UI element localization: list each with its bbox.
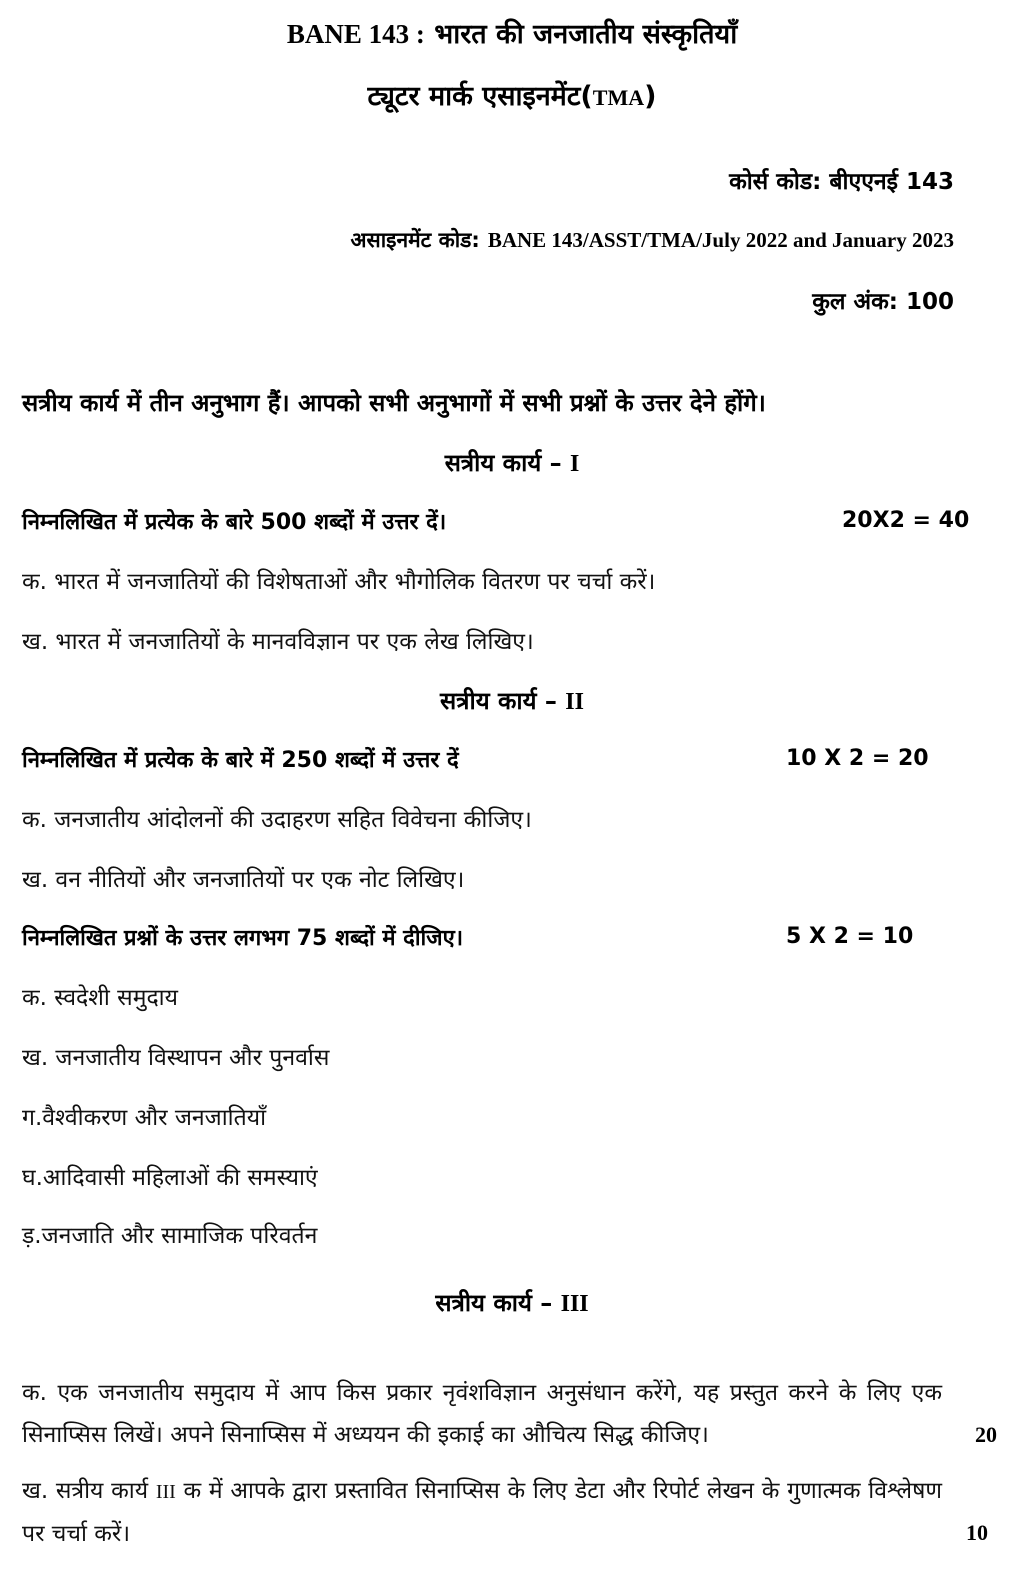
instructions: सत्रीय कार्य में तीन अनुभाग हैं। आपको सभी अनुभागों में सभी प्रश्नों के उत्तर देने होंगे।: [22, 389, 766, 417]
section-3-question-1: क. एक जनजातीय समुदाय में आप किस प्रकार नृवंशविज्ञान अनुसंधान करेंगे, यह प्रस्तुत करने के लिए एक सिनाप्सिस लिखें। अपने सिनाप्सिस में अध्ययन की इकाई का औचित्य सिद्ध कीजिए।: [22, 1380, 942, 1448]
assignment-close: ): [644, 81, 657, 112]
assignment-type: [0, 76, 1024, 113]
section-3-question-2-label: ख. सत्रीय कार्य: [22, 1478, 149, 1504]
section-2-item-2: क. स्वदेशी समुदाय: [22, 985, 178, 1011]
section-3-heading-prefix: सत्रीय कार्य –: [435, 1289, 553, 1317]
section-1-marks: 20X2 = 40: [842, 508, 970, 533]
course-code-value: बीएएनई 143: [829, 169, 954, 195]
course-code-line: [729, 164, 954, 196]
section-1-item: क. भारत में जनजातियों की विशेषताओं और भौगोलिक वितरण पर चर्चा करें।: [22, 569, 656, 595]
total-marks-label: कुल अंक:: [812, 289, 898, 315]
section-2-item: क. जनजातीय आंदोलनों की उदाहरण सहित विवेचना कीजिए।: [22, 807, 532, 833]
course-code-label: कोर्स कोड:: [729, 169, 822, 195]
assignment-abbr: TMA: [592, 85, 645, 110]
assignment-type-label: ट्यूटर मार्क एसाइनमेंट(: [367, 81, 593, 112]
course-title-hindi: भारत की जनजातीय संस्कृतियाँ: [434, 19, 738, 50]
section-2-item-2: ख. जनजातीय विस्थापन और पुनर्वास: [22, 1045, 330, 1071]
assignment-code-line: [350, 226, 954, 254]
section-2-item: ख. वन नीतियों और जनजातियों पर एक नोट लिखिए।: [22, 867, 465, 893]
section-2-marks: 10 X 2 = 20: [786, 746, 929, 771]
section-3-question-2-text: क में आपके द्वारा प्रस्तावित सिनाप्सिस के लिए डेटा और रिपोर्ट लेखन के गुणात्मक विश्लेषण पर चर्चा करें।: [22, 1478, 943, 1547]
section-2-item-2: ग.वैश्वीकरण और जनजातियाँ: [22, 1105, 267, 1131]
section-2-item-2: घ.आदिवासी महिलाओं की समस्याएं: [22, 1165, 318, 1191]
section-1-heading: [0, 446, 1024, 479]
section-3-question-2: [22, 1470, 942, 1555]
section-1-question-prompt: निम्नलिखित में प्रत्येक के बारे 500 शब्दों में उत्तर दें।: [22, 510, 447, 535]
course-title: [0, 14, 1024, 51]
section-2-question-prompt: निम्नलिखित में प्रत्येक के बारे में 250 शब्दों में उत्तर दें: [22, 748, 459, 773]
section-1-heading-numeral: I: [569, 451, 580, 477]
section-1-item: ख. भारत में जनजातियों के मानवविज्ञान पर एक लेख लिखिए।: [22, 629, 534, 655]
section-2-question-prompt-2: निम्नलिखित प्रश्नों के उत्तर लगभग 75 शब्दों में दीजिए।: [22, 926, 464, 951]
course-code: BANE 143 :: [286, 19, 425, 49]
section-3-heading: [0, 1286, 1024, 1319]
section-2-marks-2: 5 X 2 = 10: [786, 924, 914, 949]
section-2-heading: [0, 684, 1024, 717]
section-2-item-2: ड़.जनजाति और सामाजिक परिवर्तन: [22, 1223, 318, 1249]
section-3-question-1-marks: 20: [975, 1422, 997, 1447]
assignment-code-value: BANE 143/ASST/TMA/July 2022 and January 2023: [487, 228, 954, 252]
total-marks-line: [812, 284, 954, 316]
section-3-heading-numeral: III: [560, 1291, 589, 1317]
section-2-heading-numeral: II: [565, 689, 584, 715]
section-3-question-2-numeral: III: [155, 1481, 176, 1503]
section-1-heading-prefix: सत्रीय कार्य –: [444, 449, 562, 477]
section-3-question-2-marks: 10: [966, 1520, 988, 1545]
assignment-code-label: असाइनमेंट कोड:: [350, 228, 480, 252]
total-marks-value: 100: [905, 289, 954, 315]
section-2-heading-prefix: सत्रीय कार्य –: [440, 687, 557, 715]
